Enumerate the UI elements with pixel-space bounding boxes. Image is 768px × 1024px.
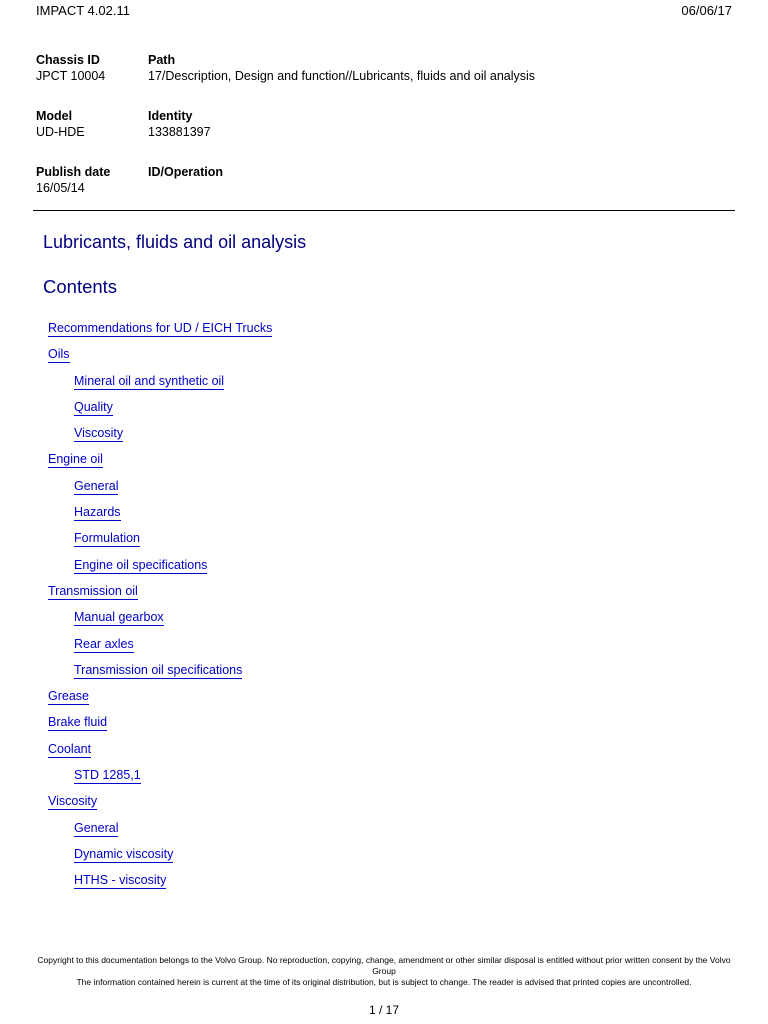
toc-item bbox=[48, 530, 272, 556]
model-label: Model bbox=[36, 109, 73, 123]
toc-link[interactable]: Viscosity bbox=[74, 426, 124, 441]
toc-link[interactable]: Recommendations for UD / EICH Trucks bbox=[48, 321, 273, 335]
toc-item bbox=[48, 504, 272, 530]
contents-heading: Contents bbox=[43, 276, 118, 297]
header-divider bbox=[33, 210, 735, 211]
toc-link[interactable]: Formulation bbox=[74, 531, 140, 546]
toc-link[interactable]: Rear axles bbox=[74, 636, 134, 651]
document-title: Lubricants, fluids and oil analysis bbox=[43, 232, 307, 252]
id-operation-field bbox=[148, 164, 223, 180]
toc-link[interactable]: Engine oil bbox=[48, 452, 103, 467]
path-value: 17/Description, Design and function//Lubricants, fluids and oil analysis bbox=[148, 69, 536, 83]
disclaimer-notice: The information contained herein is current at the time of its original distribution, but is subject to change. The reader is advised that printed copies are uncontrolled. bbox=[76, 977, 692, 987]
toc-item bbox=[48, 583, 272, 609]
page-number: 1 / 17 bbox=[368, 1003, 400, 1017]
toc-link[interactable]: Hazards bbox=[74, 505, 121, 520]
toc-link[interactable]: Brake fluid bbox=[48, 715, 108, 730]
publish-date-label: Publish date bbox=[36, 165, 111, 179]
toc-item bbox=[48, 609, 272, 635]
toc-item bbox=[48, 373, 272, 399]
toc-item bbox=[48, 846, 272, 872]
toc-item bbox=[48, 767, 272, 793]
toc-link[interactable]: Manual gearbox bbox=[74, 610, 164, 625]
toc-item bbox=[48, 741, 272, 767]
toc-link[interactable]: Mineral oil and synthetic oil bbox=[74, 373, 225, 388]
toc-item bbox=[48, 872, 272, 898]
publish-date-field bbox=[36, 164, 110, 196]
copyright-notice: Copyright to this documentation belongs to the Volvo Group. No reproduction, copying, change, amendment or other similar disposal is entitled without prior written consent by the Volvo Group bbox=[37, 955, 731, 976]
meta-row bbox=[36, 52, 736, 108]
document-metadata bbox=[36, 52, 736, 220]
toc-link[interactable]: Oils bbox=[48, 347, 70, 362]
toc-link[interactable]: General bbox=[74, 820, 119, 835]
toc-item bbox=[48, 688, 272, 714]
toc-item bbox=[48, 820, 272, 846]
toc-item bbox=[48, 346, 272, 372]
print-date: 06/06/17 bbox=[681, 3, 732, 18]
toc-item bbox=[48, 399, 272, 425]
toc-item bbox=[48, 451, 272, 477]
toc-link[interactable]: HTHS - viscosity bbox=[74, 873, 167, 888]
toc-item bbox=[48, 793, 272, 819]
identity-field bbox=[148, 108, 211, 140]
toc-link[interactable]: STD 1285,1 bbox=[74, 768, 141, 783]
toc-item bbox=[48, 320, 272, 346]
path-label: Path bbox=[148, 53, 176, 67]
toc-link[interactable]: Transmission oil bbox=[48, 583, 138, 598]
app-version: IMPACT 4.02.11 bbox=[36, 3, 130, 18]
path-field bbox=[148, 52, 535, 84]
toc-link[interactable]: Engine oil specifications bbox=[74, 557, 208, 572]
page-header bbox=[36, 3, 732, 19]
toc-link[interactable]: Quality bbox=[74, 399, 113, 414]
toc-link[interactable]: General bbox=[74, 478, 119, 493]
toc-link[interactable]: Viscosity bbox=[48, 794, 98, 809]
meta-row bbox=[36, 108, 736, 164]
identity-value: 133881397 bbox=[148, 125, 211, 139]
meta-row bbox=[36, 164, 736, 220]
chassis-id-label: Chassis ID bbox=[36, 53, 100, 67]
toc-link[interactable]: Dynamic viscosity bbox=[74, 846, 174, 861]
toc-item bbox=[48, 662, 272, 688]
model-value: UD-HDE bbox=[36, 125, 85, 139]
table-of-contents bbox=[48, 320, 272, 899]
publish-date-value: 16/05/14 bbox=[36, 181, 85, 195]
toc-link[interactable]: Grease bbox=[48, 689, 89, 704]
model-field bbox=[36, 108, 85, 140]
toc-item bbox=[48, 714, 272, 740]
id-operation-label: ID/Operation bbox=[148, 165, 224, 179]
toc-link[interactable]: Transmission oil specifications bbox=[74, 662, 243, 677]
toc-item bbox=[48, 478, 272, 504]
toc-item bbox=[48, 636, 272, 662]
chassis-id-value: JPCT 10004 bbox=[36, 69, 106, 83]
toc-item bbox=[48, 425, 272, 451]
toc-item bbox=[48, 557, 272, 583]
chassis-id-field bbox=[36, 52, 105, 84]
toc-link[interactable]: Coolant bbox=[48, 741, 92, 756]
identity-label: Identity bbox=[148, 109, 193, 123]
page-footer bbox=[30, 955, 738, 988]
